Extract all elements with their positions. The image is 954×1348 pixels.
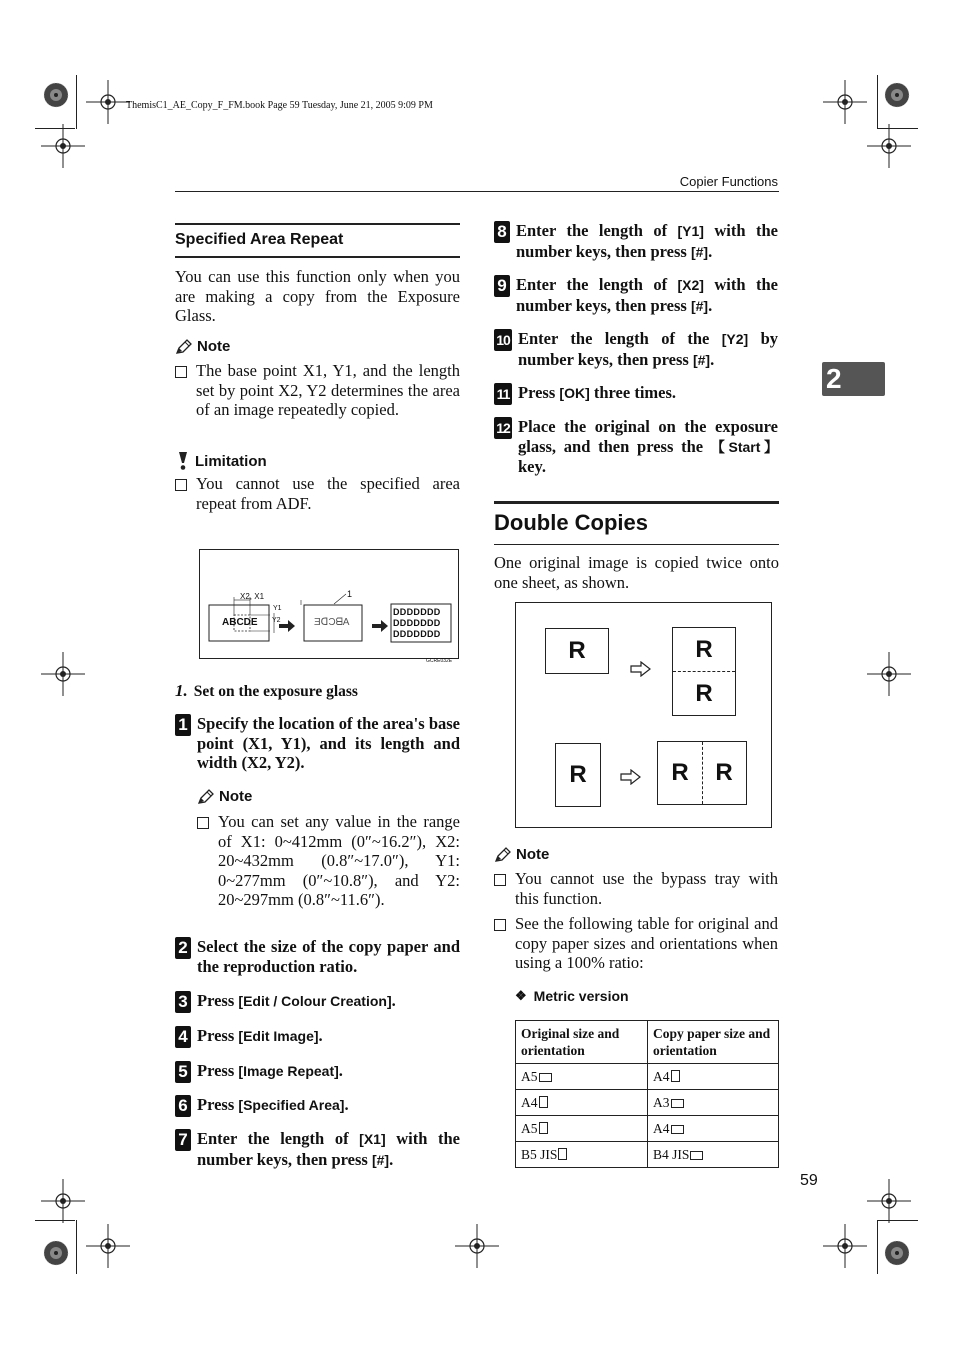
note-heading [175,338,230,355]
portrait-icon [558,1148,567,1160]
step-text: . [391,991,396,1010]
step-text: Enter the length of [197,1129,360,1148]
step-number-badge: 9 [494,275,510,297]
original-sheet-landscape: R [545,628,609,674]
landscape-icon [690,1151,703,1160]
label-x2-x1: X2, X1 [240,592,265,601]
step-text: with the number keys, then press [197,1129,460,1169]
note-item-text: See the following table for original and copy paper sizes and orientations when using a 100% ratio: [515,914,778,973]
section-title-double-copies: Double Copies [494,510,649,535]
table-header-cell: Copy paper size and orientation [648,1021,779,1064]
pencil-icon [197,789,215,805]
step-text: Place the original on the exposure glass, and then press the [518,417,778,456]
step-2 [175,937,460,976]
step-10 [494,329,778,370]
figure-code: GCRE032E [426,658,453,664]
copy-sheet-landscape [657,741,747,805]
caption-text: Set on the exposure glass [193,683,358,700]
step-8 [494,221,778,262]
arrow-right-icon [630,661,652,677]
metric-label: Metric version [533,988,629,1004]
step-number-badge: 5 [175,1061,191,1083]
repeat-row: DDDDDDD [393,607,441,617]
step-5 [175,1061,460,1083]
step-text: with the number keys, then press [516,221,778,261]
step-text: Enter the length of [516,221,678,240]
key-ok: [OK] [559,385,590,401]
step-text: Press [197,1061,239,1080]
step-number-badge: 12 [494,417,512,439]
repeat-row: DDDDDDD [393,629,441,639]
size-text: A5 [521,1069,538,1084]
page-number: 59 [800,1172,818,1189]
size-text: A3 [653,1095,670,1110]
mirror-text: ƎᗡƆᗺA [314,617,350,628]
step-text: . [344,1095,349,1114]
step-6 [175,1095,460,1117]
key-edit-colour-creation: [Edit / Colour Creation] [238,993,392,1009]
checkbox-bullet-icon [175,479,187,491]
step-number-badge: 8 [494,221,510,243]
limitation-item-text: You cannot use the specified area repeat from ADF. [196,474,460,513]
repeat-row: DDDDDDD [393,618,441,628]
repeat-grid [393,607,441,640]
step-number-badge: 6 [175,1095,191,1117]
step-text: Select the size of the copy paper and the reproduction ratio. [197,937,460,976]
key-specified-area: [Specified Area] [238,1097,345,1113]
step-number-badge: 1 [175,714,191,736]
step-number-badge: 11 [494,383,512,405]
double-note-item-1 [494,869,778,908]
double-note-heading [494,846,549,863]
copy-image-left: R [671,759,689,786]
step-text: . [710,349,715,369]
step-4 [175,1026,460,1048]
table-cell [516,1064,648,1090]
pencil-icon [494,847,512,863]
size-text: A4 [521,1095,538,1110]
size-text: A5 [521,1121,538,1136]
step-text: Specify the location of the area's base point (X1, Y1), and its length and width (X2, Y2). [197,714,460,773]
size-text: A4 [653,1121,670,1136]
step-9 [494,275,778,316]
section-rule-bottom [175,256,460,258]
landscape-icon [671,1125,684,1134]
step-text: Press [197,1095,239,1114]
section-rule-top [175,223,460,225]
figure-caption [175,681,358,703]
caption-number: 1. [175,681,188,700]
intro-paragraph: You can use this function only when you are making a copy from the Exposure Glass. [175,267,460,326]
step-text: Press [197,991,239,1010]
step-number-badge: 7 [175,1129,191,1151]
key-y2: [Y2] [721,331,749,347]
original-sheet-portrait: R [555,743,601,807]
step-text: Press [197,1026,239,1045]
arrow-right-icon [620,769,642,785]
checkbox-bullet-icon [494,874,506,886]
step-3 [175,991,460,1013]
step-text: Enter the length of the [518,329,722,348]
step-number-badge: 2 [175,937,191,959]
area-repeat-figure [199,549,459,664]
table-header-cell: Original size and orientation [516,1021,648,1064]
step-number-badge: 10 [494,329,512,351]
portrait-icon [539,1096,548,1108]
portrait-icon [671,1070,680,1082]
table-cell [516,1142,648,1168]
table-cell [648,1064,779,1090]
key-y1: [Y1] [677,223,704,239]
checkbox-bullet-icon [197,817,209,829]
step-12 [494,417,778,477]
step-1 [175,714,460,773]
section-rule-bottom [494,544,779,545]
step-text: . [708,295,713,315]
note-label: Note [197,338,231,355]
key-edit-image: [Edit Image] [238,1028,319,1044]
step-7 [175,1129,460,1170]
table-cell [648,1116,779,1142]
step-text: Enter the length of [516,275,678,294]
portrait-icon [539,1122,548,1134]
table-row [516,1116,779,1142]
note-item [175,361,460,420]
limitation-heading [175,451,267,471]
section-title-specified-area-repeat: Specified Area Repeat [175,231,344,248]
key-hash: [#] [690,243,709,260]
double-copies-intro: One original image is copied twice onto one sheet, as shown. [494,553,779,592]
note-label: Note [219,788,253,805]
checkbox-bullet-icon [494,919,506,931]
step-text: . [318,1026,323,1045]
table-cell [648,1142,779,1168]
step-number-badge: 4 [175,1026,191,1048]
step-number-badge: 3 [175,991,191,1013]
checkbox-bullet-icon [175,366,187,378]
figure-callout: 1 [347,589,353,599]
label-y2: Y2 [272,617,281,624]
step-text: . [708,241,713,261]
step-text: with the number keys, then press [516,275,778,315]
note-label: Note [516,846,550,863]
step-11 [494,383,778,405]
size-text: B5 JIS [521,1147,558,1162]
file-info-line: ThemisC1_AE_Copy_F_FM.book Page 59 Tuesday, June 21, 2005 9:09 PM [126,100,433,111]
original-text: ABCDE [222,617,258,628]
step-text: three times. [589,383,677,402]
step1-note-heading [197,788,252,805]
size-text: A4 [653,1069,670,1084]
copy-sheet-portrait [672,627,736,716]
table-row [516,1142,779,1168]
step1-note-item [197,812,460,910]
diamond-bullet-icon: ❖ [515,988,527,1003]
label-y1: Y1 [273,605,282,612]
table-cell [648,1090,779,1116]
header-rule [175,191,779,192]
limitation-label: Limitation [195,452,267,470]
copy-image-top: R [695,636,713,663]
key-start: 【Start】 [710,438,778,455]
step-text: . [389,1149,394,1169]
note-item-text: The base point X1, Y1, and the length set by point X2, Y2 determines the area of an image repeatedly copied. [196,361,460,420]
landscape-icon [539,1073,552,1082]
pencil-icon [175,339,193,355]
metric-version-heading [515,988,629,1004]
table-row [516,1090,779,1116]
key-hash: [#] [692,351,711,368]
key-x2: [X2] [677,277,704,293]
chapter-number: 2 [826,363,842,394]
table-cell [516,1116,648,1142]
exclamation-icon [175,451,191,471]
note-item-text: You cannot use the bypass tray with this function. [515,869,778,908]
key-hash: [#] [371,1151,390,1168]
table-row [516,1064,779,1090]
double-copies-figure [515,602,772,828]
size-text: B4 JIS [653,1147,690,1162]
table-header-row [516,1021,779,1064]
limitation-item [175,474,460,513]
table-cell [516,1090,648,1116]
key-hash: [#] [690,297,709,314]
copy-image-bottom: R [695,680,713,707]
area-repeat-diagram [200,550,458,658]
step-text: key. [518,457,546,477]
note-item-text: You can set any value in the range of X1: 0~412mm (0″~16.2″), X2: 20~432mm (0.8″~17.0″), Y1: 0~277mm (0″~10.8″), and Y2: 20~297mm (0.8″~11.6″). [218,812,460,910]
key-x1: [X1] [359,1131,386,1147]
step-text: by number keys, then press [518,329,778,369]
copy-image-right: R [715,759,733,786]
step-text: Press [518,383,560,402]
running-head: Copier Functions [679,174,778,189]
landscape-icon [671,1099,684,1108]
double-note-item-2 [494,914,778,973]
paper-size-table [515,1020,779,1168]
section-rule-top [494,501,779,504]
step-text: . [338,1061,343,1080]
key-image-repeat: [Image Repeat] [238,1063,339,1079]
